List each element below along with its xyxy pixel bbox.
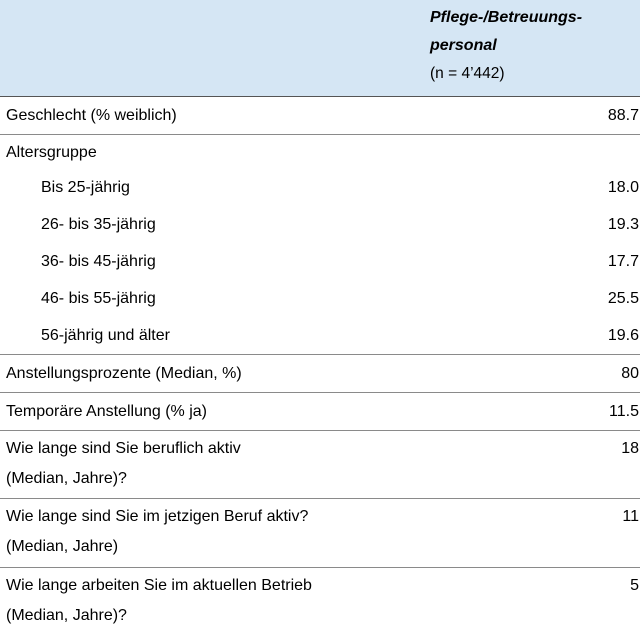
table-row-years-current-profession xyxy=(0,499,640,568)
column-header-line2: personal xyxy=(430,37,497,54)
row-label: Geschlecht (% weiblich) xyxy=(6,107,177,124)
row-label-continuation: (Median, Jahre)? xyxy=(6,470,127,487)
table-row-age-46-55 xyxy=(0,281,640,318)
row-label: Wie lange sind Sie beruflich aktiv xyxy=(6,440,241,457)
row-value: 5 xyxy=(630,577,639,594)
row-value: 80 xyxy=(621,365,639,382)
row-label-continuation: (Median, Jahre) xyxy=(6,538,119,555)
row-value: 88.7 xyxy=(607,107,639,124)
table-header xyxy=(0,0,640,97)
table-row-gender xyxy=(0,97,640,135)
row-label: Wie lange sind Sie im jetzigen Beruf aktiv? xyxy=(6,508,309,525)
column-header-line1: Pflege-/Betreuungs- xyxy=(430,9,583,26)
row-label: Temporäre Anstellung (% ja) xyxy=(6,403,207,420)
row-value: 18 xyxy=(621,440,639,457)
row-label: 46- bis 55-jährig xyxy=(41,290,156,307)
table-row-temporary-employment xyxy=(0,393,640,431)
row-label-continuation: (Median, Jahre)? xyxy=(6,607,127,624)
row-value: 17.7 xyxy=(607,253,639,270)
row-value: 19.3 xyxy=(607,216,639,233)
table-row-employment-percentage xyxy=(0,355,640,393)
row-value: 11 xyxy=(622,508,639,525)
row-label: 26- bis 35-jährig xyxy=(41,216,156,233)
row-label: 36- bis 45-jährig xyxy=(41,253,156,270)
column-header-care-staff xyxy=(430,4,635,88)
column-header-sample-size: (n = 4’442) xyxy=(430,65,505,82)
table-row-age-26-35 xyxy=(0,207,640,244)
row-label: Bis 25-jährig xyxy=(41,179,130,196)
table-row-years-current-employer xyxy=(0,568,640,635)
table-row-age-group xyxy=(0,135,640,170)
row-value: 19.6 xyxy=(607,327,639,344)
row-label: 56-jährig und älter xyxy=(41,327,170,344)
table-row-age-under-25 xyxy=(0,170,640,207)
table-row-years-professionally-active xyxy=(0,431,640,499)
row-label: Wie lange arbeiten Sie im aktuellen Betrieb xyxy=(6,577,312,594)
row-value: 11.5 xyxy=(609,403,639,420)
row-value: 18.0 xyxy=(607,179,639,196)
row-label: Altersgruppe xyxy=(6,144,97,161)
table-row-age-56-plus xyxy=(0,318,640,355)
row-value: 25.5 xyxy=(607,290,639,307)
table-row-age-36-45 xyxy=(0,244,640,281)
row-label: Anstellungsprozente (Median, %) xyxy=(6,365,242,382)
